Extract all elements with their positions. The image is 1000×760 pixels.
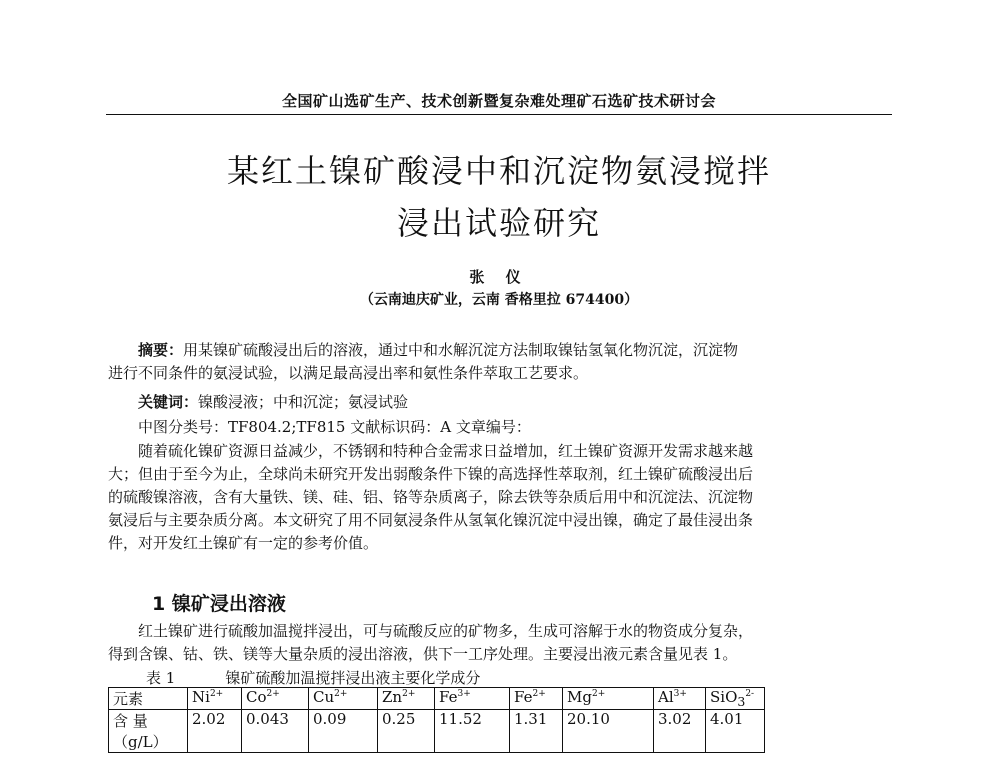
table-header-row (109, 688, 765, 710)
author: 张 仪 (469, 268, 529, 286)
value-cell: 20.10 (563, 710, 654, 753)
keywords-label: 关键词： (138, 393, 199, 411)
abstract-label: 摘要： (138, 341, 184, 359)
intro-line: 件，对开发红土镍矿有一定的参考价值。 (108, 534, 379, 552)
value-cell: 4.01 (706, 710, 765, 753)
header-cell-al: $Al^{3+}$ (654, 688, 706, 710)
affiliation: （云南迪庆矿业，云南 香格里拉 674400） (359, 292, 639, 308)
header-cell-co: $Co^{2+}$ (242, 688, 309, 710)
section1-paragraph (108, 620, 892, 666)
header-cell-mg: $Mg^{2+}$ (563, 688, 654, 710)
header-cell-ni: $Ni^{2+}$ (188, 688, 242, 710)
value-cell: 1.31 (510, 710, 563, 753)
header-cell-fe2: $Fe^{2+}$ (510, 688, 563, 710)
header-rule (106, 114, 892, 115)
intro-line: 大；但由于至今为止，全球尚未研究开发出弱酸条件下镍的高选择性萃取剂，红土镍矿硫酸浸出后 (108, 465, 754, 483)
abstract-line2: 进行不同条件的氨浸试验，以满足最高浸出率和氨性条件萃取工艺要求。 (108, 364, 589, 382)
section-heading: 1 镍矿浸出溶液 (152, 593, 286, 615)
header-cell-fe3: $Fe^{3+}$ (435, 688, 510, 710)
header-cell-cu: $Cu^{2+}$ (309, 688, 378, 710)
section1-line: 红土镍矿进行硫酸加温搅拌浸出，可与硫酸反应的矿物多，生成可溶解于水的物资成分复杂， (138, 622, 754, 640)
composition-table (108, 687, 765, 753)
header-cell-sio3: SiO$_3^{2-}$ (706, 688, 765, 710)
section1-line: 得到含镍、钴、铁、镁等大量杂质的浸出溶液，供下一工序处理。主要浸出液元素含量见表 1。 (108, 645, 738, 663)
table-label: 表 1 (146, 669, 176, 687)
intro-line: 随着硫化镍矿资源日益减少，不锈钢和特种合金需求日益增加，红土镍矿资源开发需求越来越 (138, 442, 754, 460)
intro-line: 氨浸后与主要杂质分离。本文研究了用不同氨浸条件从氢氧化镍沉淀中浸出镍，确定了最佳浸出条 (108, 511, 754, 529)
header-cell-label: 元素 (109, 688, 188, 710)
table-row (109, 710, 765, 753)
paper-title-line1: 某红土镍矿酸浸中和沉淀物氨浸搅拌 (226, 152, 771, 190)
value-cell: 0.25 (378, 710, 435, 753)
header-cell-zn: $Zn^{2+}$ (378, 688, 435, 710)
running-head: 全国矿山选矿生产、技术创新暨复杂难处理矿石选矿技术研讨会 (281, 92, 716, 110)
table-caption (146, 667, 530, 688)
value-cell: 2.02 (188, 710, 242, 753)
value-cell: 11.52 (435, 710, 510, 753)
intro-line: 的硫酸镍溶液，含有大量铁、镁、硅、铝、铬等杂质离子，除去铁等杂质后用中和沉淀法、沉淀物 (108, 488, 754, 506)
row-label: 含 量 （g/L） (109, 710, 188, 753)
abstract-text1: 用某镍矿硫酸浸出后的溶液，通过中和水解沉淀方法制取镍钴氢氧化物沉淀，沉淀物 (183, 341, 739, 359)
value-cell: 0.043 (242, 710, 309, 753)
abstract (108, 339, 892, 385)
value-cell: 3.02 (654, 710, 706, 753)
keywords-text: 镍酸浸液；中和沉淀；氨浸试验 (198, 393, 409, 411)
abstract-line1 (108, 339, 892, 362)
keywords (108, 391, 892, 414)
value-cell: 0.09 (309, 710, 378, 753)
paper-title-line2: 浸出试验研究 (396, 204, 601, 242)
table-caption-text: 镍矿硫酸加温搅拌浸出液主要化学成分 (225, 669, 481, 687)
classification: 中图分类号：TF804.2;TF815 文献标识码：A 文章编号： (138, 418, 531, 436)
intro-paragraph (108, 440, 892, 555)
